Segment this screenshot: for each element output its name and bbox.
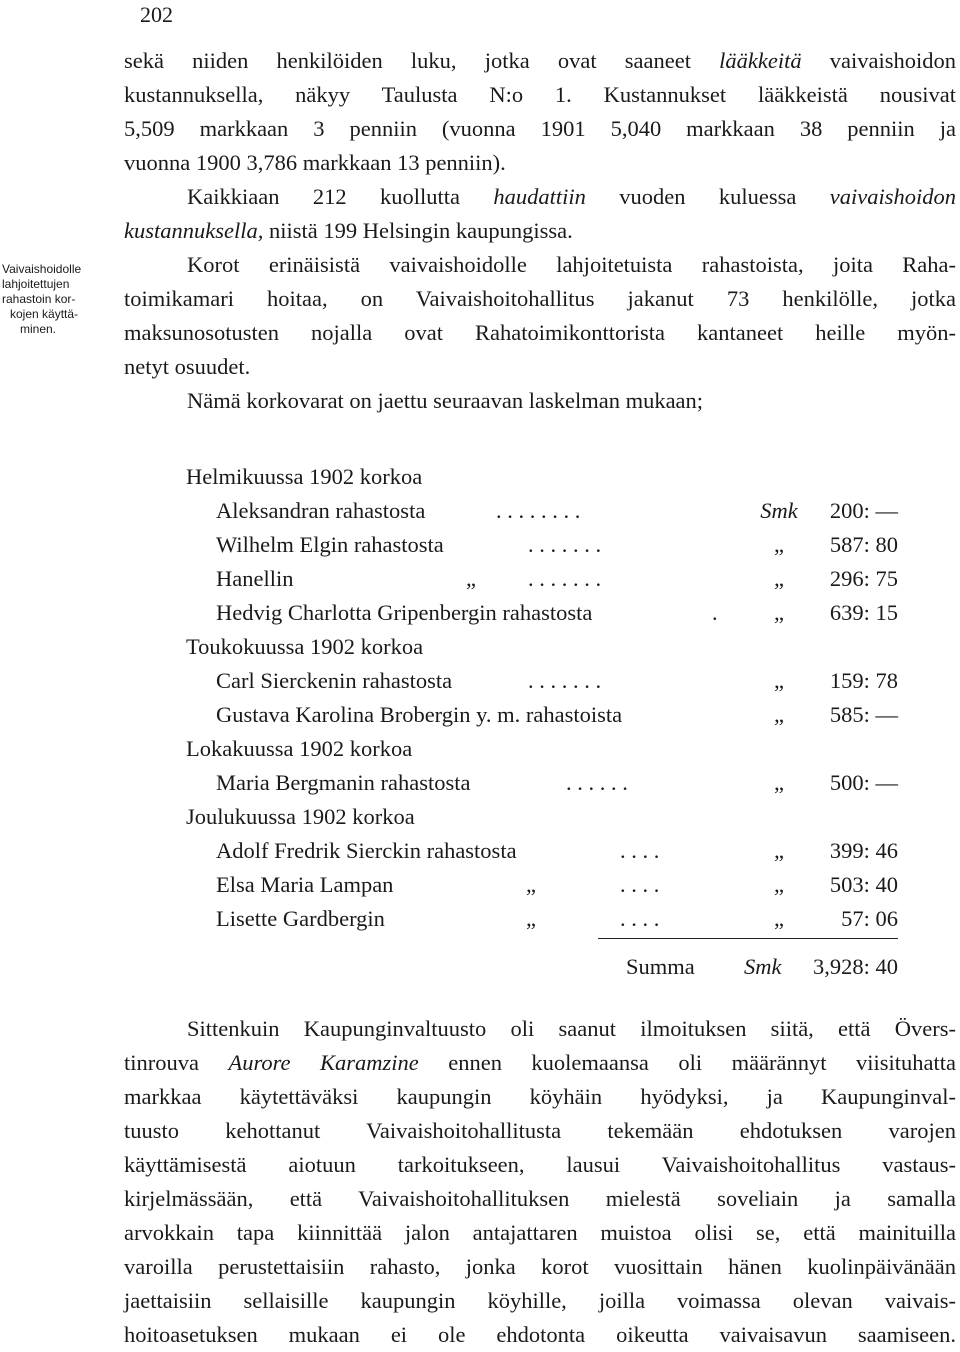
paragraph-line: netyt osuudet. (124, 354, 251, 379)
ditto-mark: „ (774, 906, 784, 931)
italic-text: kustannuksella, (124, 218, 264, 243)
paragraph-line: Sittenkuin Kaupunginvaltuusto oli saanut ilmoituksen siitä, että Övers- (187, 1016, 956, 1041)
ditto-mark: „ (774, 600, 784, 625)
ditto-mark: „ (774, 770, 784, 795)
total-amount: 3,928: 40 (812, 954, 898, 979)
margin-note-line: minen. (20, 322, 57, 336)
paragraph-line: varoilla perustettaisiin rahasto, jonka korot vuosittain hänen kuolinpäivänään (124, 1254, 956, 1279)
text: sekä niiden henkilöiden luku, jotka ovat saaneet (124, 48, 720, 73)
table-row (216, 494, 900, 528)
amount: 200: — (829, 498, 898, 523)
paragraph-line: Korot erinäisistä vaivaishoidolle lahjoitetuista rahastoista, joita Raha- (187, 252, 956, 277)
fund-name: Hedvig Charlotta Gripenbergin rahastosta (216, 600, 593, 625)
paragraph-line: arvokkain tapa kiinnittää jalon antajattaren muistoa olisi se, että mainituilla (124, 1220, 956, 1245)
table-row (216, 698, 900, 732)
sum-rule (598, 938, 898, 939)
amount: 296: 75 (829, 566, 898, 591)
ditto-mark: „ (774, 838, 784, 863)
paragraph-line (124, 214, 956, 248)
leader-dots: . . . . . . . (528, 566, 602, 591)
margin-note-line: lahjoitettujen (2, 277, 70, 291)
leader-dots: . . . . . . (566, 770, 628, 795)
text: vuoden kuluessa (585, 184, 830, 209)
text: niistä 199 Helsingin kaupungissa. (263, 218, 573, 243)
leader-dots: . . . . . . . (528, 668, 602, 693)
amount: 159: 78 (829, 668, 898, 693)
paragraph-line: käyttämisestä aiotuun tarkoitukseen, lausui Vaivaishoitohallitus vastaus- (124, 1152, 956, 1177)
ditto-mark: „ (526, 872, 536, 897)
fund-name: Gustava Karolina Brobergin y. m. rahastoista (216, 702, 623, 727)
amount: 57: 06 (841, 906, 898, 931)
fund-name: Lisette Gardbergin (216, 906, 385, 931)
amount: 399: 46 (829, 838, 898, 863)
page-number: 202 (140, 2, 173, 27)
paragraph-line: Nämä korkovarat on jaettu seuraavan laskelman mukaan; (187, 388, 704, 413)
group-heading: Joulukuussa 1902 korkoa (186, 804, 415, 829)
leader-dots: . . . . (620, 872, 660, 897)
text: vaivaishoidon (801, 48, 956, 73)
table-row (216, 528, 900, 562)
italic-text: haudattiin (493, 184, 586, 209)
group-heading: Helmikuussa 1902 korkoa (186, 464, 423, 489)
table-row (216, 902, 900, 936)
margin-note (2, 262, 112, 337)
margin-note-line: kojen käyttä- (10, 307, 79, 321)
paragraph-line: kustannuksella, näkyy Taulusta N:o 1. Kustannukset lääkkeistä nousivat (124, 82, 956, 107)
paragraph-line: tuusto kehottanut Vaivaishoitohallitusta tekemään ehdotuksen varojen (124, 1118, 956, 1143)
table-row (216, 868, 900, 902)
total-label: Summa (626, 954, 695, 979)
fund-name: Elsa Maria Lampan (216, 872, 394, 897)
margin-note-line: Vaivaishoidolle (2, 262, 82, 276)
paragraph-line (124, 1046, 956, 1080)
ditto-mark: „ (774, 702, 784, 727)
text: ennen kuolemaansa oli määrännyt viisituhatta (418, 1050, 956, 1075)
fund-name: Aleksandran rahastosta (216, 498, 426, 523)
italic-text: Aurore Karamzine (228, 1050, 419, 1075)
ditto-mark: „ (774, 872, 784, 897)
italic-text: lääkkeitä (719, 48, 802, 73)
text: Kaikkiaan 212 kuollutta (187, 184, 494, 209)
margin-note-line: rahastoin kor- (2, 292, 76, 306)
amount: 585: — (829, 702, 898, 727)
ditto-mark: „ (774, 668, 784, 693)
fund-name: Maria Bergmanin rahastosta (216, 770, 471, 795)
paragraph-line: vuonna 1900 3,786 markkaan 13 penniin). (124, 150, 506, 175)
paragraph-line: jaettaisiin sellaisille kaupungin köyhille, joilla voimassa olevan vaivais- (124, 1288, 956, 1313)
leader-dots: . . . . . . . (528, 532, 602, 557)
italic-text: vaivaishoidon (829, 184, 956, 209)
ditto-mark: „ (774, 532, 784, 557)
paragraph-line: markkaa käytettäväksi kaupungin köyhäin hyödyksi, ja Kaupunginval- (124, 1084, 956, 1109)
total-currency: Smk (744, 954, 782, 979)
paragraph-line: 5,509 markkaan 3 penniin (vuonna 1901 5,040 markkaan 38 penniin ja (124, 116, 956, 141)
amount: 587: 80 (829, 532, 898, 557)
text: tinrouva (124, 1050, 229, 1075)
fund-name: Wilhelm Elgin rahastosta (216, 532, 444, 557)
ditto-mark: „ (526, 906, 536, 931)
amount: 639: 15 (829, 600, 898, 625)
ditto-mark: „ (466, 566, 476, 591)
fund-name: Hanellin (216, 566, 294, 591)
amount: 500: — (829, 770, 898, 795)
paragraph-line (187, 180, 956, 214)
group-heading: Lokakuussa 1902 korkoa (186, 736, 413, 761)
paragraph-line: kirjelmässään, että Vaivaishoitohallituksen mielestä soveliain ja samalla (124, 1186, 956, 1211)
amount: 503: 40 (829, 872, 898, 897)
group-heading: Toukokuussa 1902 korkoa (186, 634, 424, 659)
leader-dots: . (712, 600, 718, 625)
table-row (216, 596, 900, 630)
table-row (216, 664, 900, 698)
fund-name: Adolf Fredrik Sierckin rahastosta (216, 838, 517, 863)
leader-dots: . . . . (620, 906, 660, 931)
paragraph-line (124, 44, 956, 78)
paragraph-line: hoitoasetuksen mukaan ei ole ehdotonta oikeutta vaivaisavun saamiseen. (124, 1322, 956, 1347)
fund-name: Carl Sierckenin rahastosta (216, 668, 453, 693)
currency: Smk (760, 498, 798, 523)
table-row (216, 766, 900, 800)
table-row (216, 834, 900, 868)
paragraph-line: toimikamari hoitaa, on Vaivaishoitohallitus jakanut 73 henkilölle, jotka (124, 286, 956, 311)
table-row (216, 562, 900, 596)
paragraph-line: maksunosotusten nojalla ovat Rahatoimikonttorista kantaneet heille myön- (124, 320, 956, 345)
ditto-mark: „ (774, 566, 784, 591)
leader-dots: . . . . . . . . (496, 498, 581, 523)
leader-dots: . . . . (620, 838, 660, 863)
